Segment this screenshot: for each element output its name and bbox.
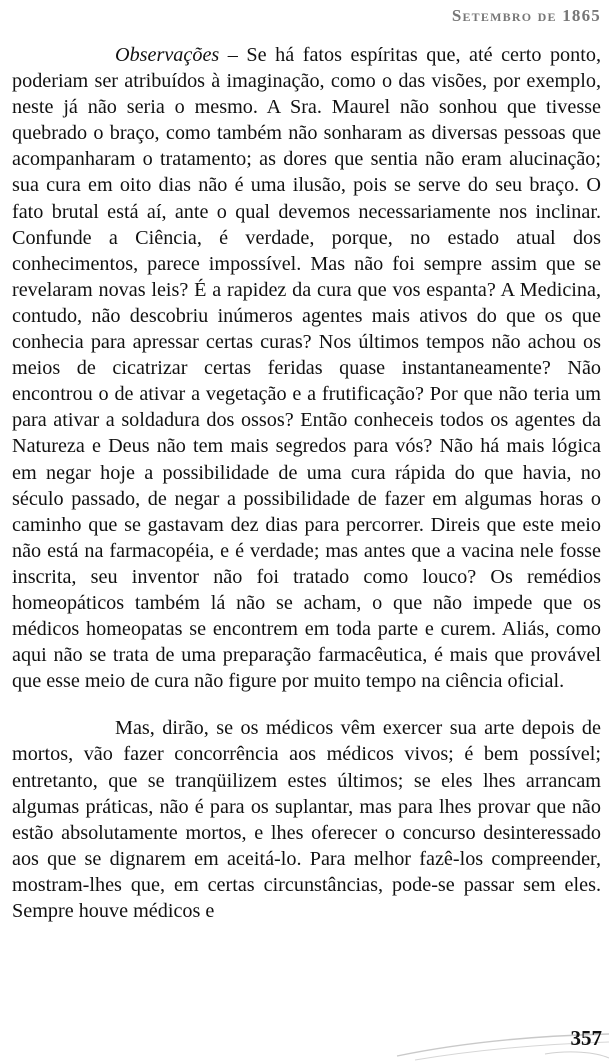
paragraph-lead-italic: Observações: [115, 44, 220, 66]
paragraph-text: – Se há fatos espíritas que, até certo ponto, poderiam ser atribuídos à imaginação, como o das visões, por exemplo, neste já não seria o mesmo. A Sra. Maurel não sonhou que tivesse quebrado o braço, como também não sonharam as diversas pessoas que acompanharam o tratamento; as dores que sentia não eram alucinação; sua cura em oito dias não é uma ilusão, pois se serve do seu braço. O fato brutal está aí, ante o qual devemos necessariamente nos inclinar. Confunde a Ciência, é verdade, porque, no estado atual dos conhecimentos, parece impossível. Mas não foi sempre assim que se revelaram novas leis? É a rapidez da cura que vos espanta? A Medicina, contudo, não descobriu inúmeros agentes mais ativos do que os que conhecia para apressar certas curas? Nos últimos tempos não achou os meios de cicatrizar certas feridas quase instantaneamente? Não encontrou o de ativar a vegetação e a frutificação? Por que não teria um para ativar a soldadura dos ossos? Então conheceis todos os agentes da Natureza e Deus não tem mais segredos para vós? Não há mais lógica em negar hoje a possibilidade de uma cura rápida do que havia, no século passado, de negar a possibilidade de fazer em algumas horas o caminho que se gastavam dez dias para percorrer. Direis que este meio não está na farmacopéia, e é verdade; mas antes que a vacina nele fosse inscrita, seu inventor não foi tratado como louco? Os remédios homeopáticos também lá não se acham, o que não impede que os médicos homeopatas se encontrem em toda parte e curem. Aliás, como aqui não se trata de uma preparação farmacêutica, é mais que provável que esse meio de cura não figure por muito tempo na ciência oficial.: [12, 44, 601, 693]
running-head: Setembro de 1865: [451, 6, 601, 25]
paragraph-text: Mas, dirão, se os médicos vêm exercer sua arte depois de mortos, vão fazer concorrência aos médicos vivos; é bem possível; entretanto, que se tranqüilizem estes últimos; se eles lhes arrancam algumas práticas, não é para os suplantar, mas para lhes provar que não estão absolutamente mortos, e lhes oferecer o concurso desinteressado aos que se dignarem em aceitá-lo. Para melhor fazê-los compreender, mostram-lhes que, em certas circunstâncias, pode-se passar sem eles. Sempre houve médicos e: [12, 717, 601, 922]
paragraph-observacoes: [12, 42, 601, 694]
body-text: [12, 42, 601, 924]
paragraph-medicos: [12, 715, 601, 924]
page-number: 357: [570, 1026, 602, 1050]
